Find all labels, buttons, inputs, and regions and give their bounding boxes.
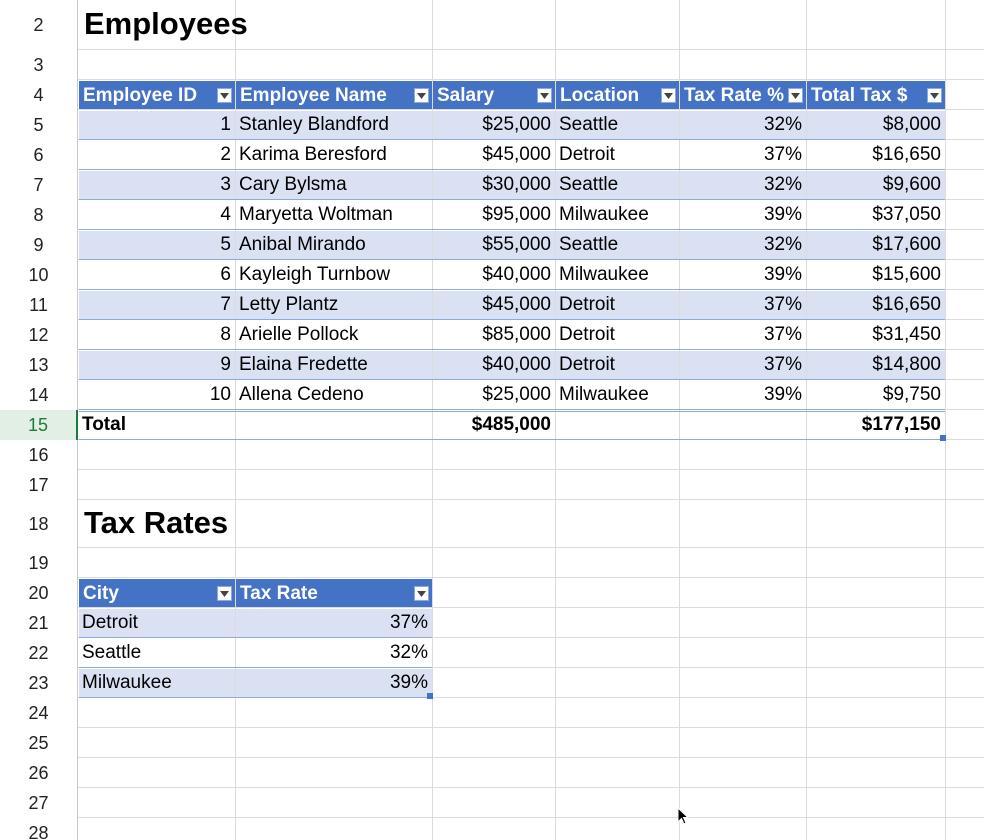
row-header-7[interactable]: 7	[0, 170, 78, 200]
table-row-border	[79, 379, 945, 380]
table-cell[interactable]: 4	[220, 204, 231, 225]
table-cell[interactable]: $17,600	[872, 234, 941, 255]
table-cell[interactable]: Milwaukee	[559, 384, 649, 405]
gridline-horizontal	[78, 757, 984, 758]
table-cell[interactable]: 8	[220, 324, 231, 345]
row-header-19[interactable]: 19	[0, 548, 78, 578]
table-cell[interactable]: $95,000	[482, 204, 551, 225]
row-header-6[interactable]: 6	[0, 140, 78, 170]
table-row-border	[79, 697, 432, 698]
header-tax-rate[interactable]: Tax Rate %	[684, 84, 784, 106]
row-header-11[interactable]: 11	[0, 290, 78, 320]
table-cell[interactable]: $9,750	[882, 384, 941, 405]
gridline-horizontal	[78, 787, 984, 788]
table-row-border	[79, 349, 945, 350]
table-cell[interactable]: $45,000	[482, 144, 551, 165]
table-row-border	[79, 289, 945, 290]
table-cell[interactable]: Detroit	[559, 294, 615, 315]
filter-dropdown-total-tax[interactable]	[927, 88, 942, 103]
table-cell[interactable]: 1	[220, 114, 231, 135]
table-cell[interactable]: Anibal Mirando	[239, 234, 366, 255]
header-employee-name[interactable]: Employee Name	[240, 84, 387, 106]
table-bottom-border	[79, 439, 945, 440]
table-cell[interactable]: Seattle	[82, 642, 142, 663]
chevron-down-icon	[417, 591, 426, 597]
row-header-16[interactable]: 16	[0, 440, 78, 470]
table-cell[interactable]: Seattle	[559, 114, 619, 135]
chevron-down-icon	[930, 93, 939, 99]
gridline-horizontal	[78, 79, 984, 80]
gridline-horizontal	[78, 499, 984, 500]
table-cell[interactable]: 37%	[763, 324, 802, 345]
table-cell[interactable]: Kayleigh Turnbow	[239, 264, 391, 285]
table-resize-handle[interactable]	[427, 693, 433, 699]
table-cell[interactable]: $45,000	[482, 294, 551, 315]
filter-dropdown-employee-id[interactable]	[217, 88, 232, 103]
table-cell[interactable]: 37%	[389, 612, 428, 633]
filter-dropdown-employee-name[interactable]	[414, 88, 429, 103]
table-cell[interactable]: 10	[209, 384, 231, 405]
mouse-cursor-icon	[678, 808, 690, 831]
row-header-10[interactable]: 10	[0, 260, 78, 290]
total-salary[interactable]: $485,000	[471, 414, 551, 435]
table-cell[interactable]: 32%	[763, 174, 802, 195]
table-cell[interactable]: 39%	[389, 672, 428, 693]
table-cell[interactable]: Cary Bylsma	[239, 174, 347, 195]
table-cell[interactable]: 37%	[763, 294, 802, 315]
table-cell[interactable]: $30,000	[482, 174, 551, 195]
table-row-border	[79, 169, 945, 170]
table-cell[interactable]: 6	[220, 264, 231, 285]
table-cell[interactable]: $40,000	[482, 264, 551, 285]
table-cell[interactable]: 39%	[763, 384, 802, 405]
header-salary[interactable]: Salary	[437, 84, 495, 106]
row-header-15[interactable]: 15	[0, 410, 78, 440]
row-header-28[interactable]: 28	[0, 818, 78, 840]
table-row-border	[79, 229, 945, 230]
gridline-vertical	[945, 0, 946, 840]
table-cell[interactable]: 2	[220, 144, 231, 165]
filter-dropdown-tax-rate-city[interactable]	[414, 586, 429, 601]
table-cell[interactable]: Elaina Fredette	[239, 354, 368, 375]
table-cell[interactable]: 32%	[763, 234, 802, 255]
row-header-13[interactable]: 13	[0, 350, 78, 380]
row-header-8[interactable]: 8	[0, 200, 78, 230]
gridline-horizontal	[78, 49, 984, 50]
table-row-border	[79, 139, 945, 140]
table-cell[interactable]: Detroit	[82, 612, 138, 633]
row-header-9[interactable]: 9	[0, 230, 78, 260]
table-cell[interactable]: $37,050	[872, 204, 941, 225]
table-cell[interactable]: 32%	[389, 642, 428, 663]
table-cell[interactable]: $8,000	[882, 114, 941, 135]
employees-title: Employees	[84, 6, 248, 41]
filter-dropdown-salary[interactable]	[537, 88, 552, 103]
gridline-horizontal	[78, 577, 984, 578]
filter-dropdown-tax-rate[interactable]	[788, 88, 803, 103]
table-cell[interactable]: Detroit	[559, 324, 615, 345]
row-header-27[interactable]: 27	[0, 788, 78, 818]
gridline-horizontal	[78, 817, 984, 818]
table-cell[interactable]: 37%	[763, 354, 802, 375]
row-header-5[interactable]: 5	[0, 110, 78, 140]
table-row-border	[79, 199, 945, 200]
table-cell[interactable]: 37%	[763, 144, 802, 165]
row-header-23[interactable]: 23	[0, 668, 78, 698]
table-cell[interactable]: Milwaukee	[82, 672, 172, 693]
table-cell[interactable]: Seattle	[559, 234, 619, 255]
table-cell[interactable]: Milwaukee	[559, 264, 649, 285]
row-header-18[interactable]: 18	[0, 500, 78, 548]
table-cell[interactable]: $31,450	[872, 324, 941, 345]
table-resize-handle[interactable]	[940, 435, 946, 441]
table-cell[interactable]: Arielle Pollock	[239, 324, 359, 345]
row-header-24[interactable]: 24	[0, 698, 78, 728]
chevron-down-icon	[220, 591, 229, 597]
table-cell[interactable]: $16,650	[872, 294, 941, 315]
table-cell[interactable]: 39%	[763, 204, 802, 225]
row-header-14[interactable]: 14	[0, 380, 78, 410]
table-cell[interactable]: 7	[220, 294, 231, 315]
table-cell[interactable]: $25,000	[482, 384, 551, 405]
table-cell[interactable]: $40,000	[482, 354, 551, 375]
table-cell[interactable]: $9,600	[882, 174, 941, 195]
gridline-horizontal	[78, 469, 984, 470]
table-cell[interactable]: $25,000	[482, 114, 551, 135]
table-cell[interactable]: Maryetta Woltman	[239, 204, 393, 225]
total-tax[interactable]: $177,150	[861, 414, 941, 435]
tax-rates-title: Tax Rates	[84, 505, 229, 540]
table-cell[interactable]: $15,600	[872, 264, 941, 285]
table-cell[interactable]: Detroit	[559, 144, 615, 165]
table-cell[interactable]: Milwaukee	[559, 204, 649, 225]
header-city[interactable]: City	[83, 582, 119, 604]
row-header-4[interactable]: 4	[0, 80, 78, 110]
table-cell[interactable]: $55,000	[482, 234, 551, 255]
table-cell[interactable]: Letty Plantz	[239, 294, 339, 315]
header-total-tax[interactable]: Total Tax $	[811, 84, 908, 106]
gridline-horizontal	[78, 547, 984, 548]
chevron-down-icon	[791, 93, 800, 99]
table-cell[interactable]: 39%	[763, 264, 802, 285]
row-header-3[interactable]: 3	[0, 50, 78, 80]
row-header-20[interactable]: 20	[0, 578, 78, 608]
table-cell[interactable]: $14,800	[872, 354, 941, 375]
chevron-down-icon	[664, 93, 673, 99]
row-header-22[interactable]: 22	[0, 638, 78, 668]
table-cell[interactable]: Stanley Blandford	[239, 114, 389, 135]
table-cell[interactable]: 9	[220, 354, 231, 375]
filter-dropdown-city[interactable]	[217, 586, 232, 601]
header-location[interactable]: Location	[560, 84, 640, 106]
table-cell[interactable]: $16,650	[872, 144, 941, 165]
table-cell[interactable]: Allena Cedeno	[239, 384, 364, 405]
table-cell[interactable]: 3	[220, 174, 231, 195]
table-cell[interactable]: Karima Beresford	[239, 144, 387, 165]
row-header-26[interactable]: 26	[0, 758, 78, 788]
table-cell[interactable]: 32%	[763, 114, 802, 135]
chevron-down-icon	[417, 93, 426, 99]
header-employee-id[interactable]: Employee ID	[83, 84, 198, 106]
row-header-2[interactable]: 2	[0, 0, 78, 50]
row-header-17[interactable]: 17	[0, 470, 78, 500]
table-cell[interactable]: 5	[220, 234, 231, 255]
filter-dropdown-location[interactable]	[661, 88, 676, 103]
table-row-border	[79, 259, 945, 260]
row-header-21[interactable]: 21	[0, 608, 78, 638]
header-tax-rate-city[interactable]: Tax Rate	[240, 582, 318, 604]
table-cell[interactable]: Seattle	[559, 174, 619, 195]
row-header-12[interactable]: 12	[0, 320, 78, 350]
table-cell[interactable]: $85,000	[482, 324, 551, 345]
chevron-down-icon	[220, 93, 229, 99]
total-label: Total	[82, 414, 126, 435]
table-row-border	[79, 319, 945, 320]
table-cell[interactable]: Detroit	[559, 354, 615, 375]
chevron-down-icon	[540, 93, 549, 99]
gridline-horizontal	[78, 727, 984, 728]
row-header-25[interactable]: 25	[0, 728, 78, 758]
